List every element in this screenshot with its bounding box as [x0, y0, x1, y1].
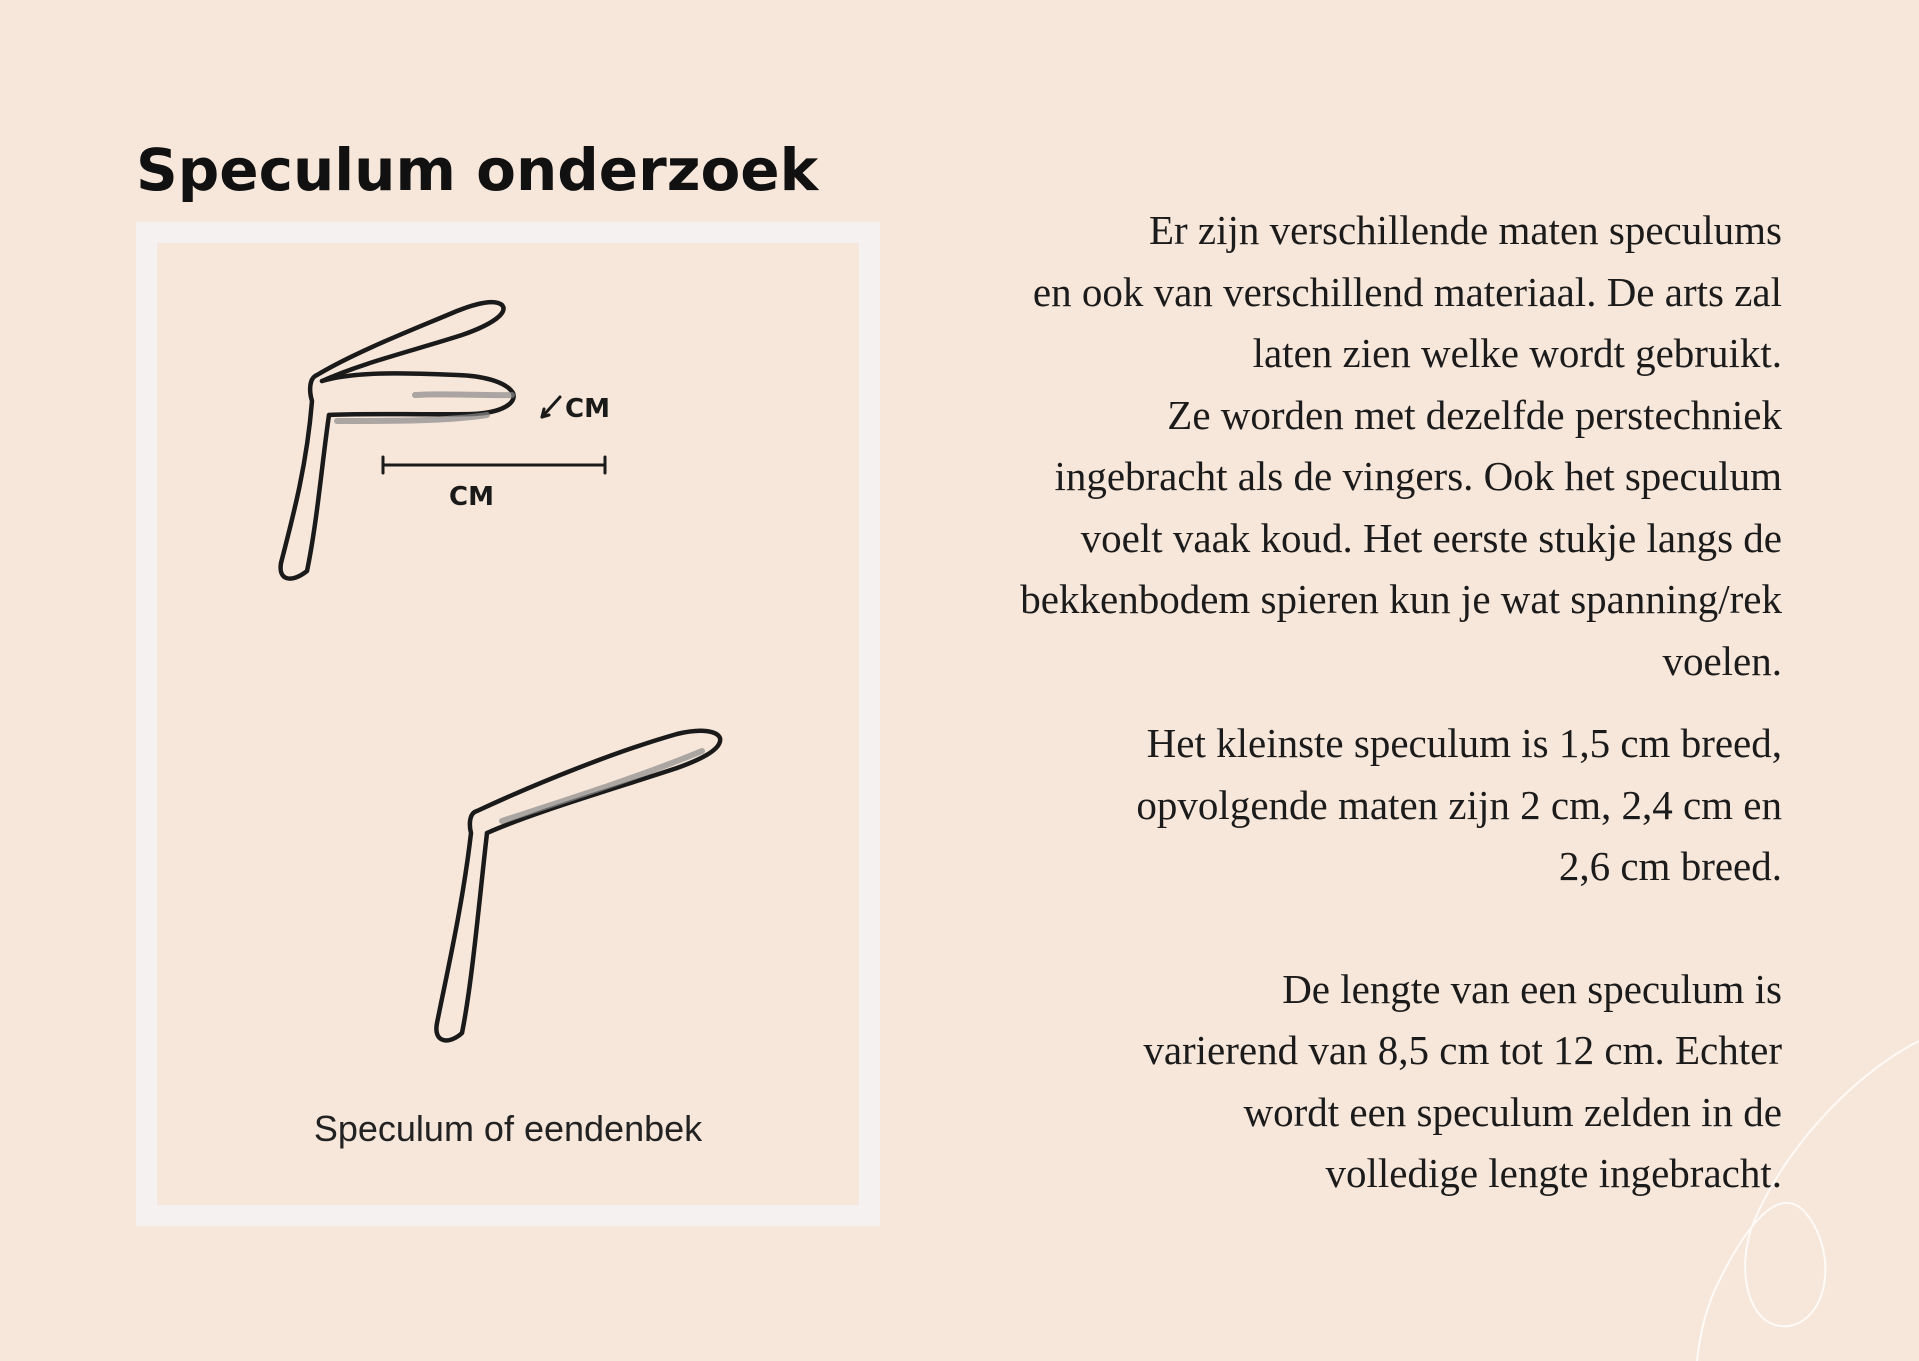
body-text	[922, 200, 1782, 1205]
closed-speculum-drawing	[436, 731, 720, 1041]
length-label: CM	[449, 482, 494, 512]
width-label: CM	[565, 394, 610, 424]
page-title: Speculum onderzoek	[136, 136, 819, 204]
speculum-illustration	[157, 243, 859, 1205]
decorative-swirl	[1679, 1021, 1919, 1361]
figure-caption: Speculum of eendenbek	[313, 1108, 703, 1149]
paragraph-length: De lengte van een speculum is varierend van 8,5 cm tot 12 cm. Echter wordt een speculum zelden in de volledige lengte ingebracht.	[1143, 965, 1782, 1196]
illustration-panel	[157, 243, 859, 1205]
open-speculum-drawing	[281, 302, 514, 578]
illustration-frame	[136, 222, 880, 1226]
paragraph-widths: Het kleinste speculum is 1,5 cm breed, opvolgende maten zijn 2 cm, 2,4 cm en 2,6 cm breed.	[1136, 720, 1782, 889]
paragraph-sizes-material: Er zijn verschillende maten speculums en ook van verschillend materiaal. De arts zal laten zien welke wordt gebruikt. Ze worden met dezelfde perstechniek ingebracht als de vingers. Ook het speculum voelt vaak koud. Het eerste stukje langs de bekkenbodem spieren kun je wat spanning/rek voelen.	[1020, 207, 1782, 684]
